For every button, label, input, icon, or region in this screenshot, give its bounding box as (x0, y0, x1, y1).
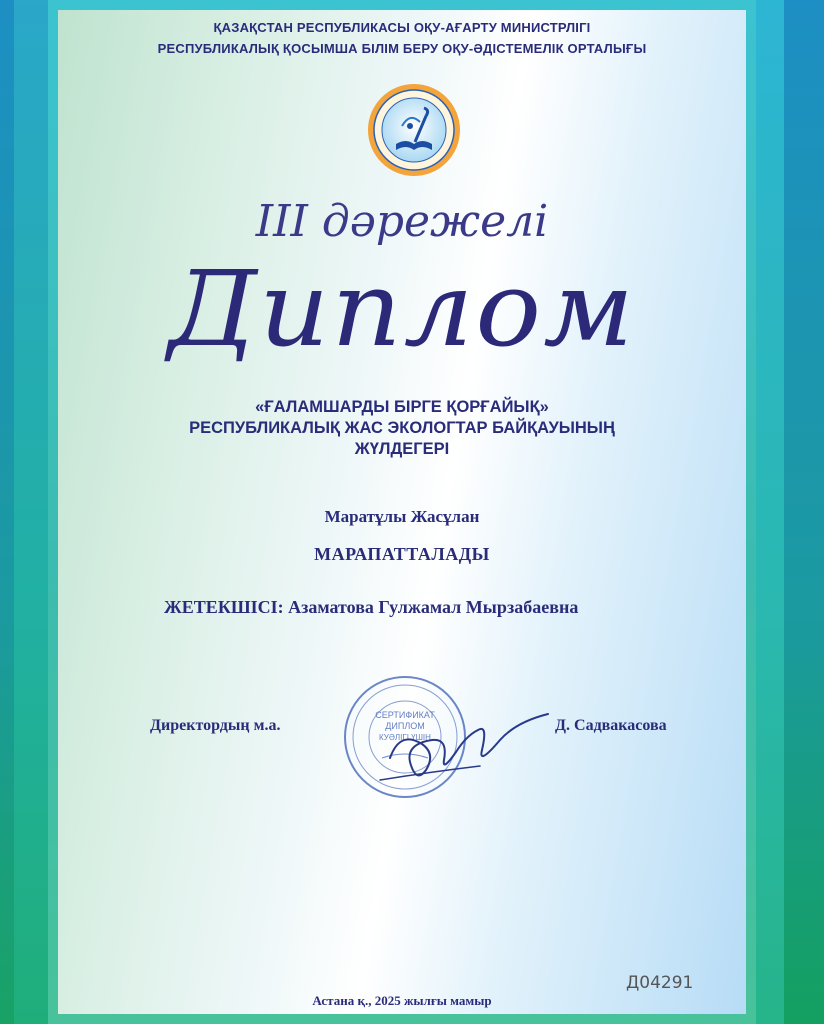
director-role: Директордың м.а. (150, 717, 281, 734)
recipient-name: Маратұлы Жасұлан (324, 507, 480, 526)
awarded-text: МАРАПАТТАЛАДЫ (314, 544, 490, 564)
degree-title: III дәрежелі (255, 196, 549, 247)
left-outer-stripe (0, 0, 14, 1024)
ministry-heading: ҚАЗАҚСТАН РЕСПУБЛИКАСЫ ОҚУ-АҒАРТУ МИНИСТРЛІГІ (213, 20, 591, 35)
supervisor-line: ЖЕТЕКШІСІ: Азаматова Гулжамал Мырзабаевна (164, 597, 579, 617)
contest-name: «ҒАЛАМШАРДЫ БІРГЕ ҚОРҒАЙЫҚ» (255, 398, 549, 416)
right-outer-stripe (784, 0, 824, 1024)
stamp-line-1: СЕРТИФИКАТ (375, 710, 435, 720)
organization-logo-icon (366, 82, 462, 178)
stamp-line-3: КУӘЛІГІ ҮШІН (379, 733, 431, 742)
contest-description: РЕСПУБЛИКАЛЫҚ ЖАС ЭКОЛОГТАР БАЙҚАУЫНЫҢ (189, 419, 615, 437)
handwritten-signature-icon (370, 700, 550, 790)
serial-number: Д04291 (626, 973, 694, 993)
left-inner-stripe (14, 0, 48, 1024)
contest-award: ЖҮЛДЕГЕРІ (354, 440, 450, 458)
stamp-line-2: ДИПЛОМ (385, 721, 425, 731)
center-heading: РЕСПУБЛИКАЛЫҚ ҚОСЫМША БІЛІМ БЕРУ ОҚУ-ӘДІСТЕМЕЛІК ОРТАЛЫҒЫ (157, 41, 647, 56)
right-inner-stripe (756, 0, 784, 1024)
director-name: Д. Садвакасова (555, 717, 667, 734)
issue-place-date: Астана қ., 2025 жылғы мамыр (312, 993, 492, 1008)
diploma-title: Диплом (168, 248, 636, 370)
